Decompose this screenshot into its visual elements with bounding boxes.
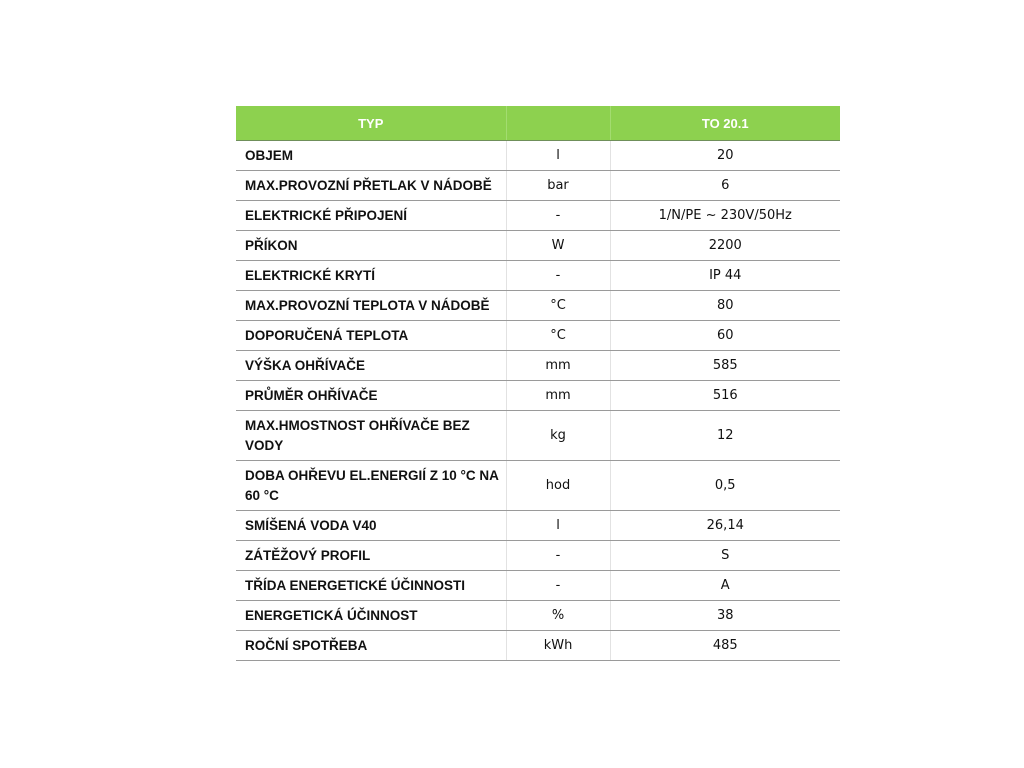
param-value: 516	[610, 381, 840, 411]
param-value: S	[610, 541, 840, 571]
table-row	[236, 601, 840, 631]
header-row	[236, 106, 840, 141]
param-name: ZÁTĚŽOVÝ PROFIL	[236, 541, 506, 571]
param-value: IP 44	[610, 261, 840, 291]
param-name: MAX.HMOSTNOST OHŘÍVAČE BEZ VODY	[236, 411, 506, 461]
param-name: ELEKTRICKÉ KRYTÍ	[236, 261, 506, 291]
param-name: ENERGETICKÁ ÚČINNOST	[236, 601, 506, 631]
param-name: VÝŠKA OHŘÍVAČE	[236, 351, 506, 381]
param-value: 60	[610, 321, 840, 351]
param-name: ROČNÍ SPOTŘEBA	[236, 631, 506, 661]
param-name: TŘÍDA ENERGETICKÉ ÚČINNOSTI	[236, 571, 506, 601]
param-value: 585	[610, 351, 840, 381]
param-unit: l	[506, 141, 610, 171]
param-name: MAX.PROVOZNÍ PŘETLAK V NÁDOBĚ	[236, 171, 506, 201]
param-unit: °C	[506, 321, 610, 351]
param-unit: l	[506, 511, 610, 541]
param-value: 20	[610, 141, 840, 171]
spec-table	[236, 106, 840, 661]
param-unit: mm	[506, 381, 610, 411]
table-row	[236, 351, 840, 381]
table-row	[236, 171, 840, 201]
param-name: ELEKTRICKÉ PŘIPOJENÍ	[236, 201, 506, 231]
table-row	[236, 201, 840, 231]
param-unit: °C	[506, 291, 610, 321]
param-value: 0,5	[610, 461, 840, 511]
table-row	[236, 381, 840, 411]
header-model: TO 20.1	[610, 106, 840, 141]
param-value: 80	[610, 291, 840, 321]
param-unit: mm	[506, 351, 610, 381]
param-value: 1/N/PE ~ 230V/50Hz	[610, 201, 840, 231]
table-row	[236, 511, 840, 541]
param-name: DOBA OHŘEVU EL.ENERGIÍ Z 10 °C NA 60 °C	[236, 461, 506, 511]
param-value: A	[610, 571, 840, 601]
param-unit: kg	[506, 411, 610, 461]
param-unit: hod	[506, 461, 610, 511]
table-row	[236, 291, 840, 321]
param-value: 12	[610, 411, 840, 461]
param-unit: -	[506, 571, 610, 601]
table-row	[236, 321, 840, 351]
param-value: 6	[610, 171, 840, 201]
table-row	[236, 231, 840, 261]
param-unit: -	[506, 201, 610, 231]
table-row	[236, 411, 840, 461]
param-unit: kWh	[506, 631, 610, 661]
param-value: 485	[610, 631, 840, 661]
param-name: MAX.PROVOZNÍ TEPLOTA V NÁDOBĚ	[236, 291, 506, 321]
param-unit: -	[506, 541, 610, 571]
param-unit: W	[506, 231, 610, 261]
table-row	[236, 631, 840, 661]
spec-table-body	[236, 141, 840, 661]
param-value: 38	[610, 601, 840, 631]
spec-table-header	[236, 106, 840, 141]
table-row	[236, 541, 840, 571]
param-value: 26,14	[610, 511, 840, 541]
param-name: DOPORUČENÁ TEPLOTA	[236, 321, 506, 351]
param-unit: bar	[506, 171, 610, 201]
header-unit	[506, 106, 610, 141]
param-name: PRŮMĚR OHŘÍVAČE	[236, 381, 506, 411]
header-type: TYP	[236, 106, 506, 141]
param-name: OBJEM	[236, 141, 506, 171]
table-row	[236, 141, 840, 171]
table-row	[236, 571, 840, 601]
param-value: 2200	[610, 231, 840, 261]
table-row	[236, 461, 840, 511]
param-unit: -	[506, 261, 610, 291]
param-name: SMÍŠENÁ VODA V40	[236, 511, 506, 541]
param-name: PŘÍKON	[236, 231, 506, 261]
param-unit: %	[506, 601, 610, 631]
table-row	[236, 261, 840, 291]
